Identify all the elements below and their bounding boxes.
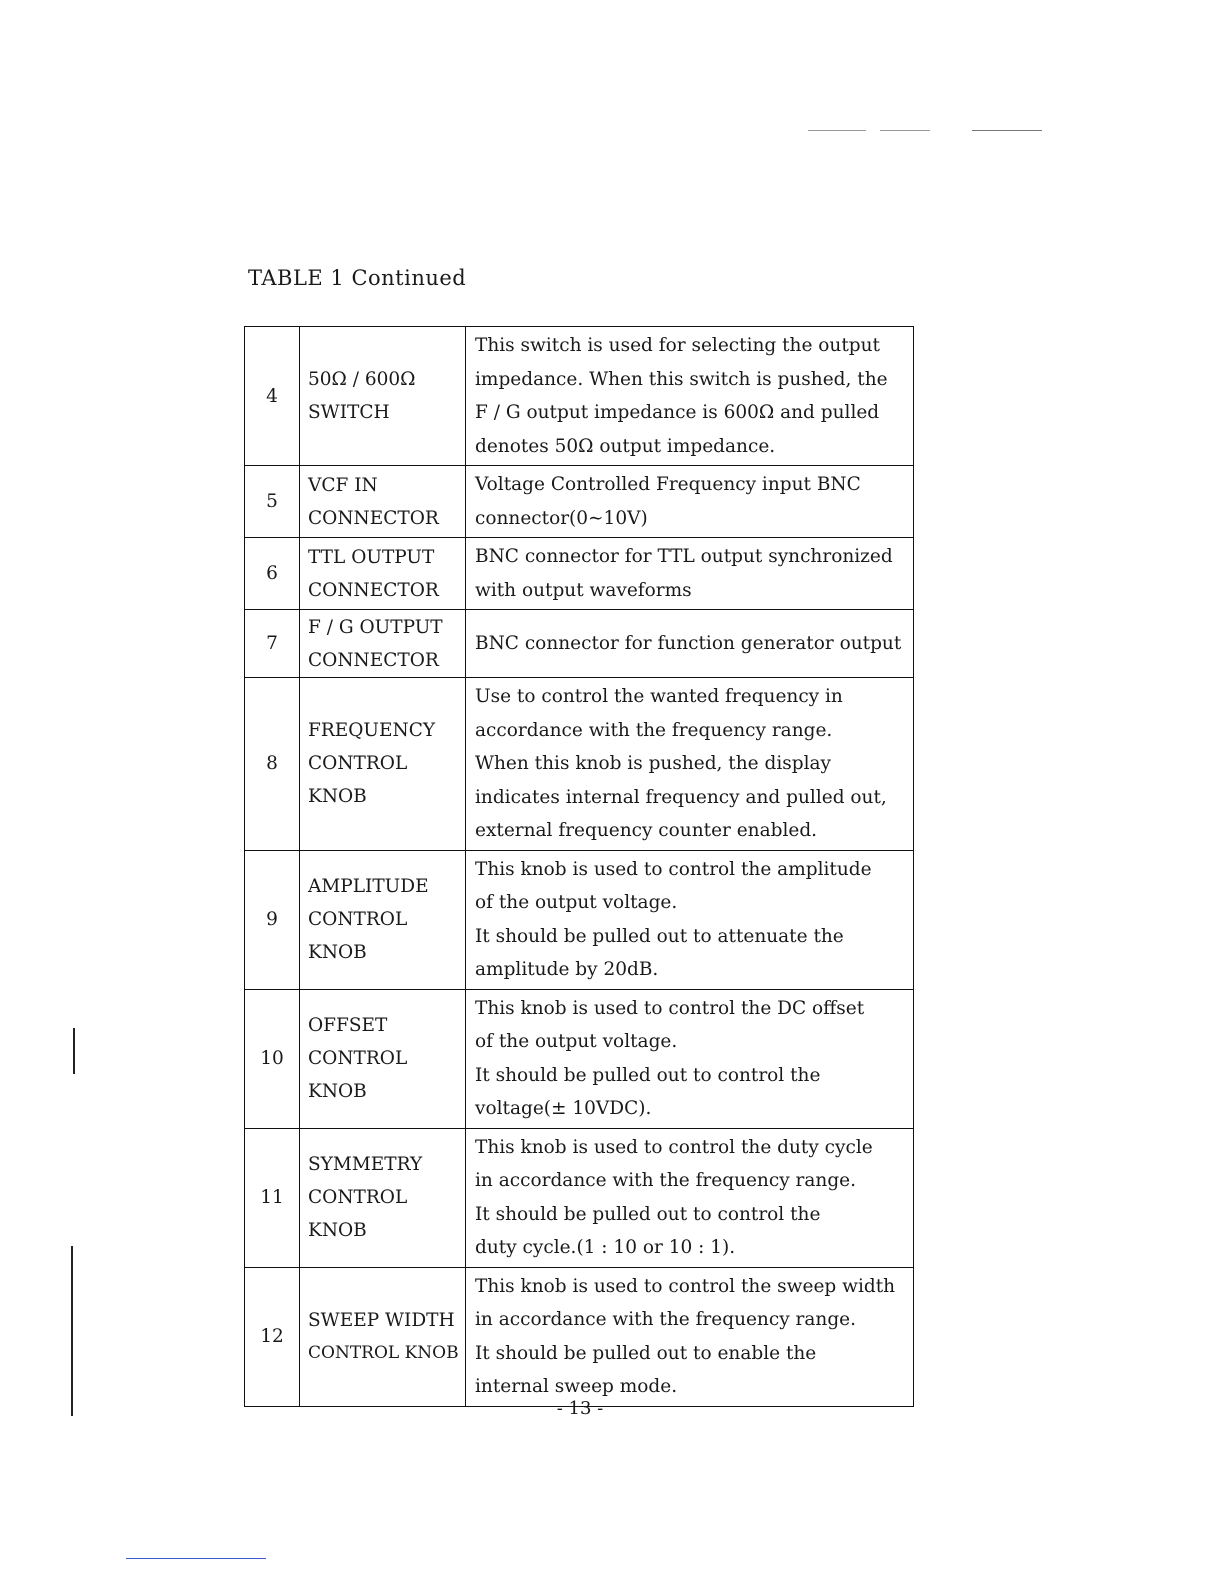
description-line: This knob is used to control the DC offset <box>475 997 865 1019</box>
description-line: connector(0∼10V) <box>475 507 648 529</box>
control-name-line: KNOB <box>308 1081 367 1102</box>
description-line: BNC connector for TTL output synchronized <box>475 546 893 567</box>
scan-dash <box>972 130 1042 131</box>
control-name-line: KNOB <box>308 786 367 808</box>
row-number: 12 <box>245 1267 300 1406</box>
table-row <box>245 1267 914 1406</box>
control-name-line: CONTROL KNOB <box>308 1342 459 1363</box>
description-line: When this knob is pushed, the display <box>475 753 831 774</box>
control-name-line: SWITCH <box>308 402 390 423</box>
table-row <box>245 610 914 678</box>
margin-mark <box>73 1028 75 1074</box>
control-name <box>300 1267 466 1406</box>
description-line: with output waveforms <box>475 579 692 601</box>
description-line: This knob is used to control the amplitude <box>475 858 872 880</box>
control-name <box>300 538 466 610</box>
control-name-line: SWEEP WIDTH <box>308 1309 455 1331</box>
control-name <box>300 466 466 538</box>
control-description <box>466 678 914 851</box>
control-name-line: CONNECTOR <box>308 507 439 529</box>
control-name-line: CONTROL <box>308 909 408 930</box>
description-line: internal sweep mode. <box>475 1376 678 1397</box>
description-line: It should be pulled out to control the <box>475 1064 821 1086</box>
control-name-line: KNOB <box>308 1220 367 1241</box>
control-description <box>466 610 914 678</box>
description-line: of the output voltage. <box>475 1031 678 1052</box>
description-line: This switch is used for selecting the output <box>475 335 880 356</box>
description-line: in accordance with the frequency range. <box>475 1170 856 1191</box>
table-title: TABLE 1 Continued <box>248 266 467 290</box>
description-line: BNC connector for function generator output <box>475 632 902 654</box>
control-description <box>466 1128 914 1267</box>
control-name-line: 50Ω / 600Ω <box>308 369 416 390</box>
control-name-line: KNOB <box>308 942 367 963</box>
table-row <box>245 989 914 1128</box>
control-description <box>466 466 914 538</box>
control-name-line: F / G OUTPUT <box>308 616 443 638</box>
control-name-line: TTL OUTPUT <box>308 546 435 568</box>
control-name <box>300 678 466 851</box>
row-number: 8 <box>245 678 300 851</box>
control-name <box>300 989 466 1128</box>
row-number: 5 <box>245 466 300 538</box>
description-line: It should be pulled out to attenuate the <box>475 925 844 947</box>
description-line: impedance. When this switch is pushed, the <box>475 368 888 390</box>
description-line: It should be pulled out to control the <box>475 1203 821 1225</box>
description-line: voltage(± 10VDC). <box>475 1098 652 1119</box>
control-name <box>300 610 466 678</box>
scan-dash <box>808 130 866 131</box>
table-row <box>245 538 914 610</box>
description-line: indicates internal frequency and pulled out, <box>475 786 887 808</box>
control-description <box>466 1267 914 1406</box>
control-name-line: CONNECTOR <box>308 649 439 671</box>
description-line: It should be pulled out to enable the <box>475 1342 817 1364</box>
control-description <box>466 989 914 1128</box>
margin-mark <box>71 1246 73 1416</box>
control-name <box>300 850 466 989</box>
description-line: This knob is used to control the sweep width <box>475 1275 896 1297</box>
row-number: 6 <box>245 538 300 610</box>
control-name-line: CONTROL <box>308 1048 408 1069</box>
row-number: 10 <box>245 989 300 1128</box>
description-line: accordance with the frequency range. <box>475 719 833 741</box>
row-number: 4 <box>245 327 300 466</box>
control-name-line: CONTROL <box>308 1187 408 1208</box>
control-description <box>466 538 914 610</box>
description-line: external frequency counter enabled. <box>475 820 818 841</box>
description-line: F / G output impedance is 600Ω and pulled <box>475 402 880 423</box>
description-line: of the output voltage. <box>475 892 678 913</box>
control-name <box>300 327 466 466</box>
description-line: denotes 50Ω output impedance. <box>475 435 776 457</box>
control-name-line: FREQUENCY <box>308 720 436 742</box>
control-name-line: CONTROL <box>308 753 408 775</box>
table-row <box>245 1128 914 1267</box>
control-description <box>466 327 914 466</box>
control-name-line: AMPLITUDE <box>308 876 429 897</box>
row-number: 11 <box>245 1128 300 1267</box>
description-line: duty cycle.(1 : 10 or 10 : 1). <box>475 1237 736 1258</box>
description-line: in accordance with the frequency range. <box>475 1309 856 1330</box>
control-name-line: SYMMETRY <box>308 1154 423 1175</box>
control-name <box>300 1128 466 1267</box>
description-line: Use to control the wanted frequency in <box>475 686 843 707</box>
footer-rule <box>126 1558 266 1559</box>
control-description <box>466 850 914 989</box>
scan-dash <box>880 130 930 131</box>
table-row <box>245 678 914 851</box>
description-line: This knob is used to control the duty cycle <box>475 1136 873 1158</box>
control-name-line: OFFSET <box>308 1015 388 1036</box>
row-number: 9 <box>245 850 300 989</box>
controls-table <box>244 326 914 1407</box>
description-line: Voltage Controlled Frequency input BNC <box>475 474 861 495</box>
table-row <box>245 850 914 989</box>
table-row <box>245 466 914 538</box>
row-number: 7 <box>245 610 300 678</box>
table-row <box>245 327 914 466</box>
description-line: amplitude by 20dB. <box>475 959 659 980</box>
control-name-line: CONNECTOR <box>308 579 439 601</box>
page-number: - 13 - <box>556 1398 604 1419</box>
control-name-line: VCF IN <box>308 474 378 496</box>
